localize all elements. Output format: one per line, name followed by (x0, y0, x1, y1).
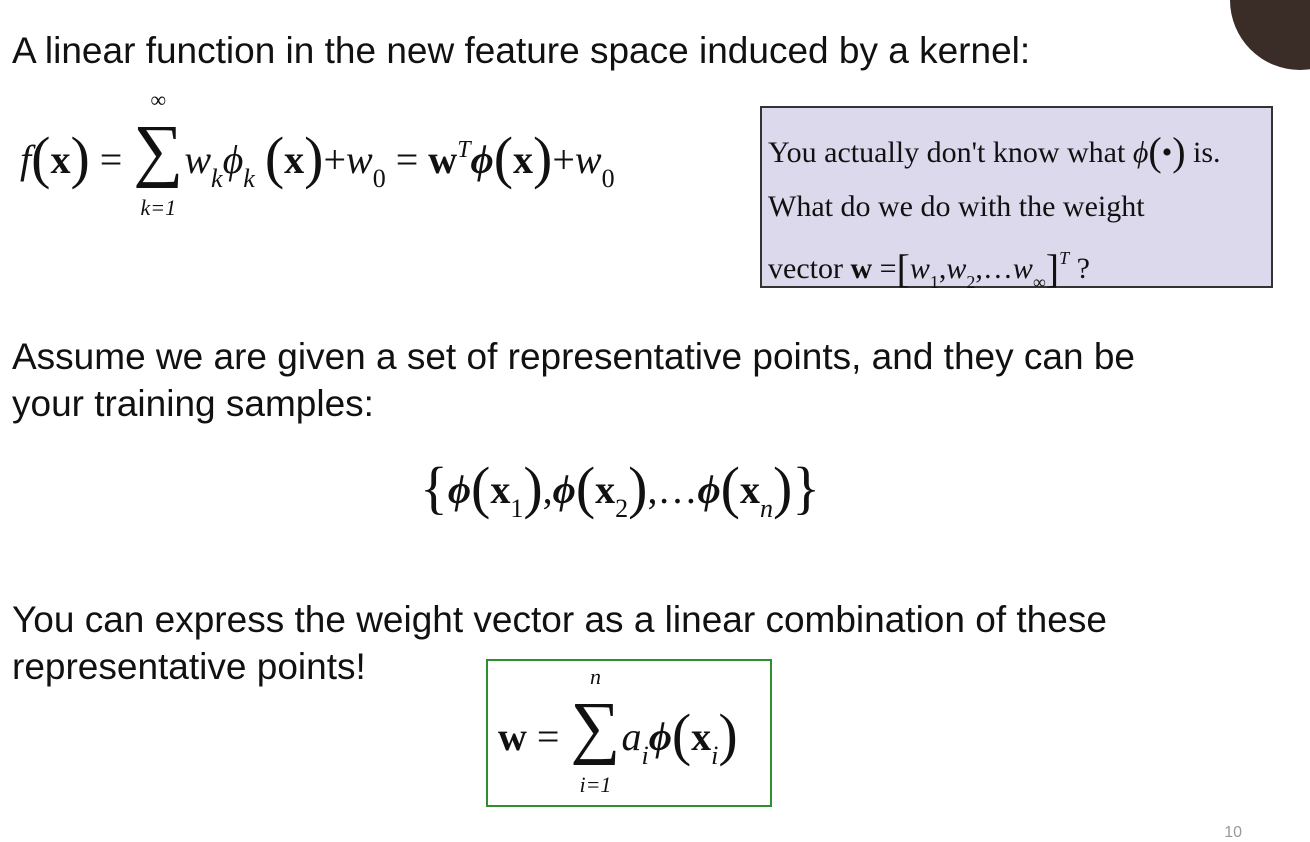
summation-symbol: n ∑ i=1 (570, 664, 621, 797)
note-line-3: vector $w =[w_1,w_2,\dots w_\infty]^T$ ? (768, 246, 1090, 292)
weight-vector-formula-box (486, 659, 772, 807)
note-line-1: You actually don't know what ϕ(•) is. (768, 129, 1221, 174)
equation-linear-function: f(x) = ∞ ∑ k=1 $w_k\phi_k$ $(x)+w_0 = w^T\phi(x)+w_0$ (20, 87, 615, 220)
paragraph-2-line-1: Assume we are given a set of representative points, and they can be (12, 336, 1135, 377)
presenter-video-corner (1230, 0, 1310, 70)
summation-symbol: ∞ ∑ k=1 (133, 87, 184, 220)
note-line-2: What do we do with the weight (768, 190, 1145, 223)
equation-representative-set: $\{\phi(x_1),\phi(x_2),\dots\phi(x_n)\}$ (420, 455, 821, 523)
paragraph-3-line-2: representative points! (12, 646, 366, 687)
paragraph-3-line-1: You can express the weight vector as a linear combination of these (12, 599, 1107, 640)
page-number: 10 (1224, 824, 1242, 841)
heading-text: A linear function in the new feature space induced by a kernel: (12, 30, 1031, 71)
paragraph-2-line-2: your training samples: (12, 383, 374, 424)
note-box (760, 106, 1273, 292)
equation-weight-vector: w = n ∑ i=1 $a_i\phi(x_i)$ (498, 664, 738, 797)
